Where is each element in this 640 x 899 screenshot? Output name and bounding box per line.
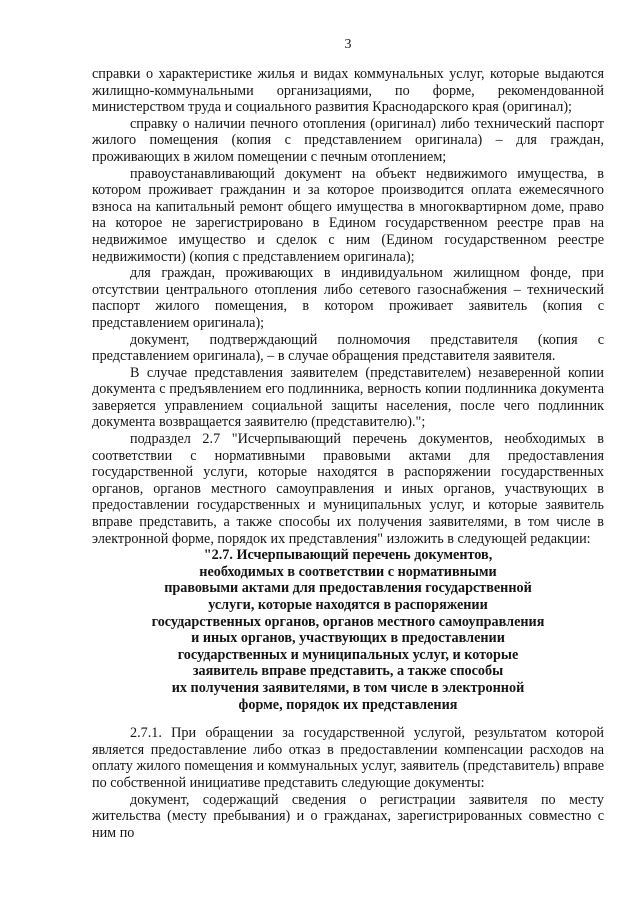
paragraph: для граждан, проживающих в индивидуальном жилищном фонде, при отсутствии центрального отопления либо сетевого газоснабжения – технический паспорт жилого помещения, в котором проживает заявитель (копия с представлением оригинала); bbox=[92, 265, 604, 331]
body-top bbox=[92, 66, 604, 547]
paragraph: подраздел 2.7 "Исчерпывающий перечень документов, необходимых в соответствии с нормативными правовыми актами для предоставления государственной услуги, которые находятся в распоряжении государственных органов, органов местного самоуправления и иных органов, участвующих в предоставлении государственных и муниципальных услуг, и которые заявитель вправе представить, а также способы их получения заявителями, в том числе в электронной форме, порядок их представления" изложить в следующей редакции: bbox=[92, 431, 604, 547]
heading-line: государственных органов, органов местного самоуправления bbox=[151, 613, 545, 630]
heading-line: государственных и муниципальных услуг, и которые bbox=[177, 646, 519, 663]
paragraph: В случае представления заявителем (представителем) незаверенной копии документа с предъявлением его подлинника, верность копии подлинника документа заверяется управлением социальной защиты населения, после чего подлинник документа возвращается заявителю (представителю)."; bbox=[92, 364, 604, 431]
paragraph: документ, содержащий сведения о регистрации заявителя по месту жительства (месту пребывания) и о гражданах, зарегистрированных совместно с ним по bbox=[92, 791, 604, 841]
heading-line: услуги, которые находятся в распоряжении bbox=[208, 597, 488, 613]
body-bottom bbox=[92, 725, 604, 841]
heading-line: заявитель вправе представить, а также способы bbox=[192, 663, 504, 680]
heading-line: форме, порядок их представления bbox=[238, 696, 458, 713]
section-heading bbox=[92, 547, 604, 713]
paragraph: документ, подтверждающий полномочия представителя (копия с представлением оригинала), – в случае обращения представителя заявителя. bbox=[92, 331, 604, 365]
heading-line: необходимых в соответствии с нормативными bbox=[199, 563, 497, 580]
page-number: 3 bbox=[344, 37, 352, 52]
paragraph: справку о наличии печного отопления (оригинал) либо технический паспорт жилого помещения (копия с представлением оригинала) – для граждан, проживающих в жилом помещении с печным отоплением; bbox=[92, 115, 604, 165]
paragraph: 2.7.1. При обращении за государственной услугой, результатом которой является предоставление либо отказ в предоставлении компенсации расходов на оплату жилого помещения и коммунальных услуг, заявитель (представитель) вправе по собственной инициативе представить следующие документы: bbox=[92, 725, 604, 791]
heading-line: правовыми актами для предоставления государственной bbox=[164, 580, 532, 597]
heading-line: их получения заявителями, в том числе в электронной bbox=[171, 679, 525, 696]
paragraph: правоустанавливающий документ на объект недвижимого имущества, в котором проживает гражданин и за которое производится оплата ежемесячного взноса на капитальный ремонт общего имущества в многоквартирном доме, право на которое не зарегистрировано в Едином государственном реестре прав на недвижимое имущество и сделок с ним (Едином государственном реестре недвижимости) (копия с представлением оригинала); bbox=[92, 165, 604, 265]
paragraph: справки о характеристике жилья и видах коммунальных услуг, которые выдаются жилищно-коммунальными организациями, по форме, рекомендованной министерством труда и социального развития Краснодарского края (оригинал); bbox=[92, 66, 604, 116]
heading-line: и иных органов, участвующих в предоставлении bbox=[191, 630, 505, 647]
heading-line: "2.7. Исчерпывающий перечень документов, bbox=[203, 547, 493, 564]
